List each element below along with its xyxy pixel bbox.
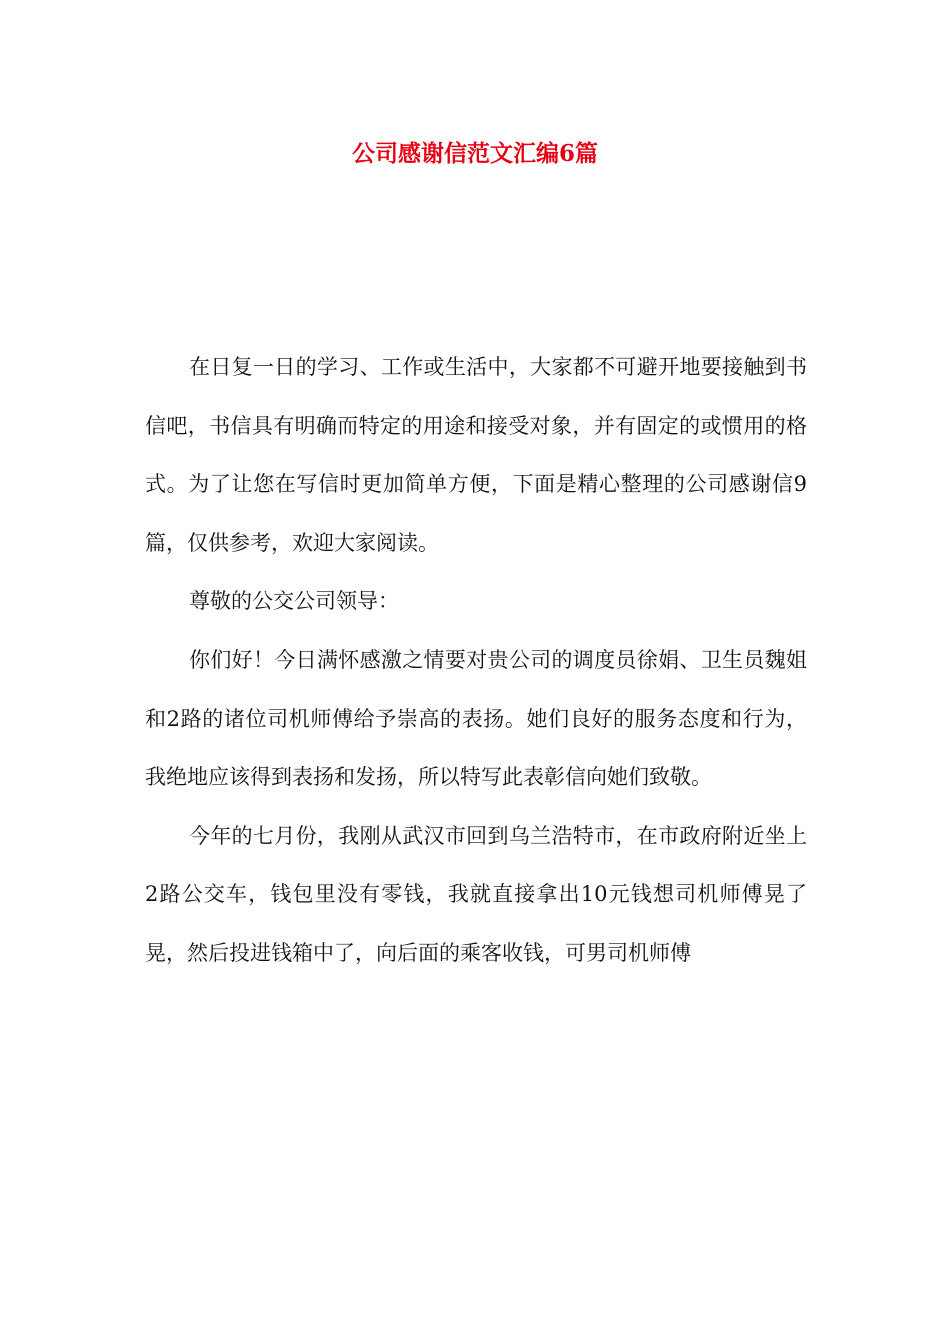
document-body — [145, 338, 807, 983]
paragraph-story: 今年的七月份，我刚从武汉市回到乌兰浩特市，在市政府附近坐上2路公交车，钱包里没有零钱，我就直接拿出10元钱想司机师傅晃了晃，然后投进钱箱中了，向后面的乘客收钱，可男司机师傅 — [145, 823, 807, 965]
paragraph-greeting: 你们好！今日满怀感激之情要对贵公司的调度员徐娟、卫生员魏姐和2路的诸位司机师傅给予崇高的表扬。她们良好的服务态度和行为，我绝地应该得到表扬和发扬，所以特写此表彰信向她们致敬。 — [145, 647, 807, 790]
document-title: 公司感谢信范文汇编6篇 — [351, 140, 598, 167]
paragraph-intro: 在日复一日的学习、工作或生活中，大家都不可避开地要接触到书信吧，书信具有明确而特定的用途和接受对象，并有固定的或惯用的格式。为了让您在写信时更加简单方便，下面是精心整理的公司感谢信9篇，仅供参考，欢迎大家阅读。 — [145, 355, 807, 555]
paragraph-salutation: 尊敬的公交公司领导： — [189, 589, 399, 614]
